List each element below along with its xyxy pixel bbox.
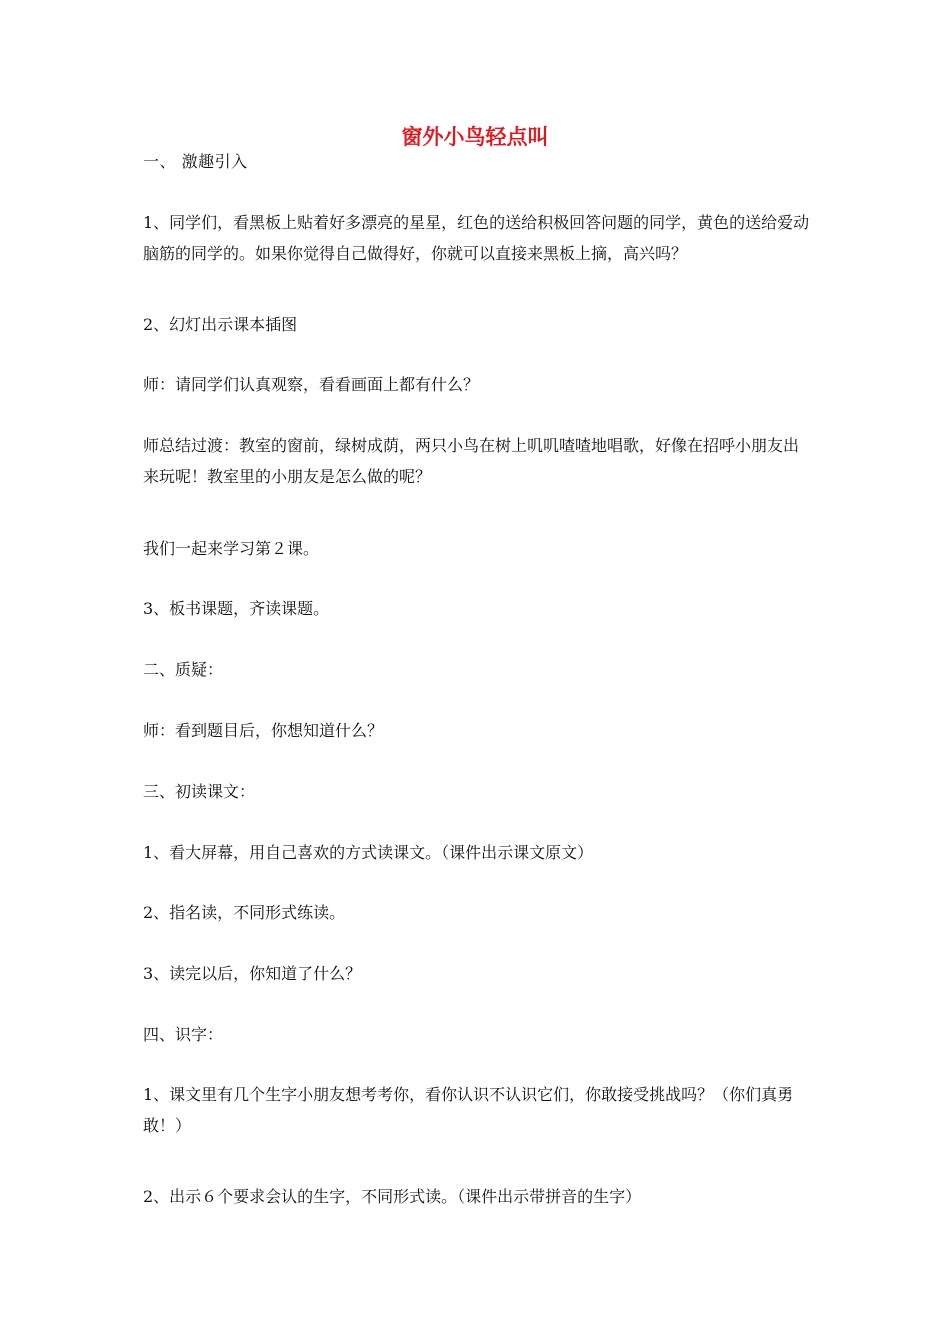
paragraph-new-characters: 1、课文里有几个生字小朋友想考考你，看你认识不认识它们，你敢接受挑战吗？（你们真勇敢！） [143,1085,794,1135]
paragraph-named-reading: 2、指名读，不同形式练读。 [143,903,346,922]
paragraph-slide-illustration: 2、幻灯出示课本插图 [143,315,298,334]
section-heading-intro: 一、 激趣引入 [143,152,248,171]
section-heading-literacy: 四、识字： [143,1025,224,1044]
paragraph-lesson-two: 我们一起来学习第２课。 [143,539,320,558]
paragraph-observe: 师：请同学们认真观察，看看画面上都有什么？ [143,375,480,394]
section-heading-questions: 二、质疑： [143,660,224,679]
paragraph-big-screen: 1、看大屏幕，用自己喜欢的方式读课文。（课件出示课文原文） [143,843,594,862]
paragraph-stars: 1、同学们，看黑板上贴着好多漂亮的星星，红色的送给积极回答问题的同学，黄色的送给爱动脑筋的同学的。如果你觉得自己做得好，你就可以直接来黑板上摘，高兴吗？ [143,213,810,263]
paragraph-what-to-know: 师：看到题目后，你想知道什么？ [143,721,384,740]
paragraph-after-reading: 3、读完以后，你知道了什么？ [143,964,362,983]
section-heading-first-reading: 三、初读课文： [143,782,256,801]
paragraph-transition: 师总结过渡：教室的窗前，绿树成荫，两只小鸟在树上叽叽喳喳地唱歌，好像在招呼小朋友出来玩呢！教室里的小朋友是怎么做的呢？ [143,436,800,486]
paragraph-board-title: 3、板书课题，齐读课题。 [143,599,330,618]
document-title: 窗外小鸟轻点叫 [401,125,549,149]
paragraph-six-characters: 2、出示６个要求会认的生字，不同形式读。（课件出示带拼音的生字） [143,1187,642,1206]
